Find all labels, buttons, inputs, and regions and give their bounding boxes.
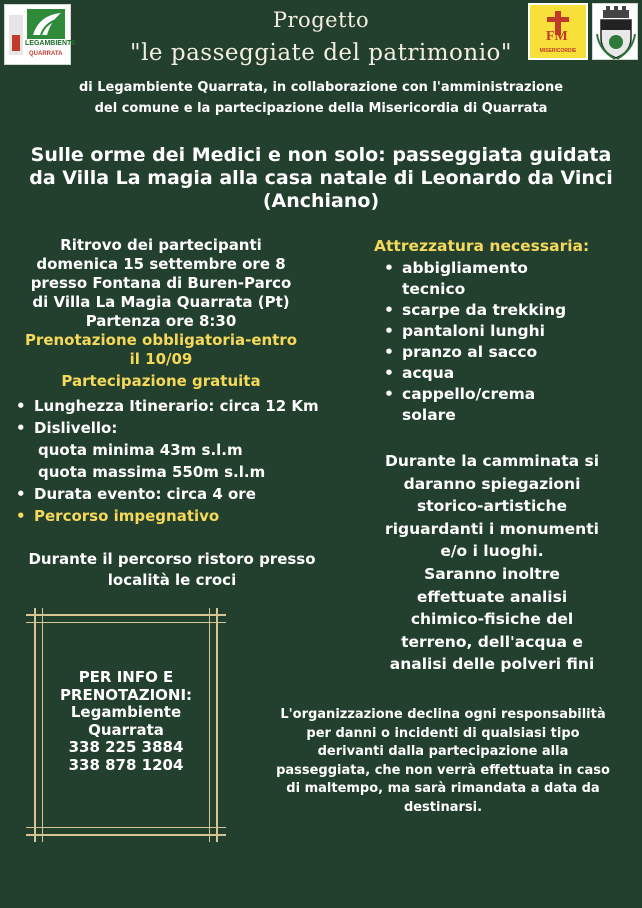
disclaimer-line: destinarsi. [403, 799, 483, 815]
collaboration-line-1: di Legambiente Quarrata, in collaborazione con l'amministrazione [78, 80, 564, 95]
legambiente-city: QUARRATA [29, 51, 63, 57]
disclaimer-line: per danni o incidenti di qualsiasi tipo [306, 725, 580, 741]
event-title-line-1: Sulle orme dei Medici e non solo: passeggiata guidata [30, 144, 612, 166]
misericordia-label: MISERICORDIE [539, 48, 577, 54]
info-line-2: PRENOTAZIONI: [59, 685, 193, 704]
equipment-item [380, 258, 634, 300]
explanations-note [356, 450, 628, 676]
explanation-line: analisi delle polveri fini [389, 655, 595, 674]
equipment-item [380, 321, 634, 342]
elevation-item [12, 417, 342, 439]
equipment-item-text: • cappello/crema [402, 385, 536, 403]
phone-number-1: 338 225 3884 [68, 738, 184, 756]
misericordia-letters: FM [546, 29, 568, 44]
route-details [12, 395, 342, 527]
explanation-line: Durante la camminata si [384, 452, 600, 470]
route-details-list-2 [12, 483, 342, 527]
meeting-line-4: di Villa La Magia Quarrata (Pt) [32, 293, 290, 311]
phone-number-2: 338 878 1204 [68, 755, 184, 774]
refreshment-line-1: Durante il percorso ristoro presso [28, 550, 316, 568]
equipment-item-text: acqua [402, 364, 455, 382]
meeting-line-2: domenica 15 settembre ore 8 [36, 255, 286, 273]
equipment-item [380, 384, 634, 426]
free-participation: Partecipazione gratuita [61, 372, 261, 390]
refreshment-note [0, 549, 344, 591]
event-duration: Durata evento: circa 4 ore [34, 485, 256, 503]
event-title [0, 144, 642, 213]
equipment-list [380, 258, 634, 426]
info-line-1: PER INFO E [78, 668, 174, 686]
event-title-line-2: da Villa La magia alla casa natale di Leonardo da Vinci [29, 167, 613, 189]
disclaimer-line: di maltempo, ma sarà rimandata a data da [286, 781, 600, 796]
equipment-item-text: solare [402, 406, 456, 424]
equipment-item-text: pranzo al sacco [402, 343, 538, 361]
route-length: Lunghezza Itinerario: circa 12 Km [34, 397, 319, 415]
duration-item [12, 483, 342, 505]
legambiente-name: LEGAMBIENTE [25, 40, 76, 47]
collaboration-line-2: del comune e la partecipazione della Misericordia di Quarrata [94, 101, 548, 116]
equipment-heading: Attrezzatura necessaria: [374, 237, 590, 255]
meeting-line-3: presso Fontana di Buren-Parco [30, 274, 292, 292]
equipment-item-text: tecnico [402, 280, 466, 298]
explanation-line: storico-artistiche [416, 497, 568, 516]
explanation-line: e/o i luoghi. [440, 542, 544, 561]
elevation-min: quota minima 43m s.l.m [38, 441, 243, 459]
explanation-line: Saranno inoltre [424, 564, 560, 583]
project-name: "le passeggiate del patrimonio" [130, 40, 512, 66]
info-line-4: Quarrata [88, 720, 164, 739]
equipment-item-text: • abbigliamento [402, 259, 528, 277]
meeting-info [0, 236, 322, 391]
route-details-list [12, 395, 342, 439]
refreshment-line-2: località le croci [107, 571, 237, 589]
info-line-3: Legambiente [70, 703, 182, 721]
explanation-line: riguardanti i monumenti [385, 519, 599, 538]
event-title-line-3: (Anchiano) [262, 190, 380, 212]
explanation-line: terreno, dell'acqua e [401, 632, 583, 651]
disclaimer-line: derivanti dalla partecipazione alla [317, 744, 569, 759]
info-contacts [26, 669, 226, 774]
disclaimer-line: L'organizzazione declina ogni responsabilità [280, 707, 606, 722]
equipment-item-text: pantaloni lunghi [402, 322, 545, 340]
equipment-section [374, 236, 634, 426]
disclaimer-line: passeggiata, che non verrà effettuata in caso [276, 762, 610, 778]
equipment-item [380, 363, 634, 384]
meeting-line-5: Partenza ore 8:30 [85, 312, 237, 330]
equipment-item [380, 342, 634, 363]
elevation-max: quota massima 550m s.l.m [38, 463, 266, 481]
project-label: Progetto [272, 8, 370, 32]
explanation-line: chimico-fisiche del [410, 610, 574, 629]
equipment-item [380, 300, 634, 321]
route-length-item [12, 395, 342, 417]
difficulty-item [12, 505, 342, 527]
equipment-item-text: scarpe da trekking [402, 301, 567, 319]
explanation-line: effettuate analisi [416, 587, 568, 606]
meeting-line-1: Ritrovo dei partecipanti [60, 236, 262, 254]
elevation-label: Dislivello: [34, 419, 118, 437]
route-difficulty: Percorso impegnativo [34, 507, 220, 525]
disclaimer [250, 706, 636, 817]
booking-deadline-line-2: il 10/09 [129, 350, 193, 368]
booking-deadline-line-1: Prenotazione obbligatoria-entro [24, 331, 298, 349]
explanation-line: daranno spiegazioni [403, 474, 581, 493]
